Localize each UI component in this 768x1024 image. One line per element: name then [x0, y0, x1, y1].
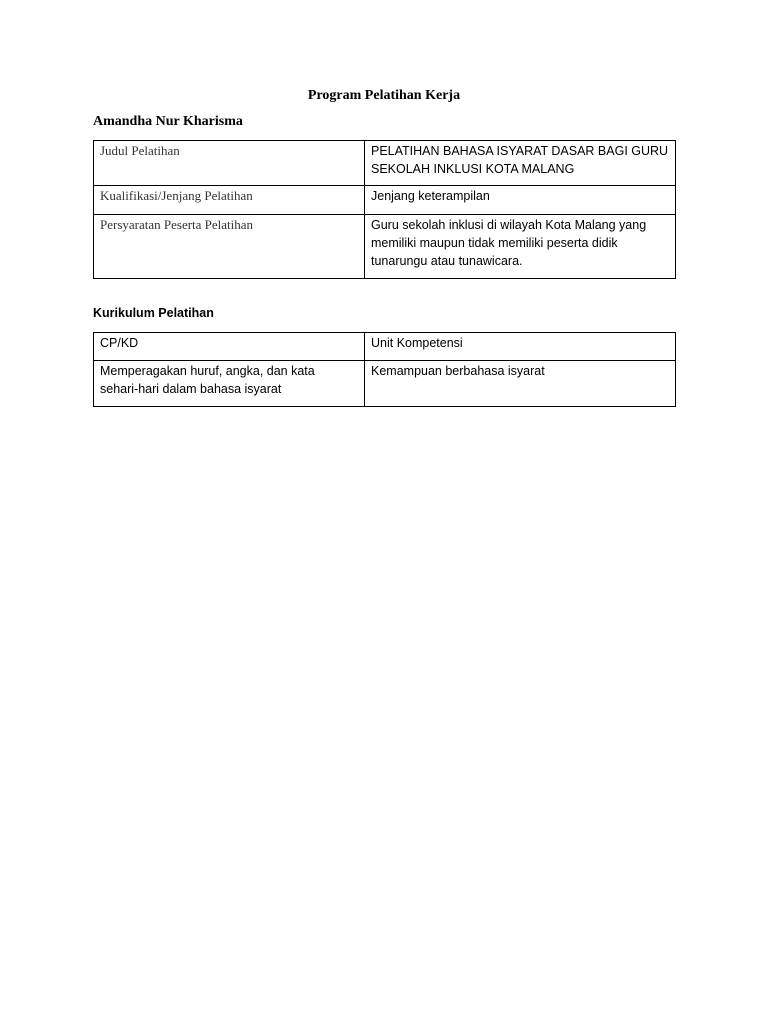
cell-cpkd [94, 361, 365, 407]
value-line: Jenjang keterampilan [371, 189, 490, 203]
table-row [94, 141, 676, 186]
header-unit-kompetensi: Unit Kompetensi [365, 333, 676, 361]
row-value-participant-requirements [365, 215, 676, 279]
table-row [94, 215, 676, 279]
row-label-qualification: Kualifikasi/Jenjang Pelatihan [94, 186, 365, 215]
table-header-row [94, 333, 676, 361]
table-row [94, 361, 676, 407]
header-cpkd: CP/KD [94, 333, 365, 361]
author-name: Amandha Nur Kharisma [93, 114, 243, 129]
document-title: Program Pelatihan Kerja [307, 88, 461, 103]
row-value-qualification [365, 186, 676, 215]
cell-line: Memperagakan huruf, angka, dan kata [100, 364, 315, 378]
cell-unit-kompetensi: Kemampuan berbahasa isyarat [365, 361, 676, 407]
curriculum-table [93, 332, 676, 407]
cell-line: sehari-hari dalam bahasa isyarat [100, 382, 282, 396]
value-line: SEKOLAH INKLUSI KOTA MALANG [371, 162, 575, 176]
row-label-participant-requirements: Persyaratan Peserta Pelatihan [94, 215, 365, 279]
table-row [94, 186, 676, 215]
value-line: PELATIHAN BAHASA ISYARAT DASAR BAGI GURU [371, 144, 669, 158]
training-info-table [93, 140, 676, 279]
value-line: memiliki maupun tidak memiliki peserta didik [371, 236, 618, 250]
row-value-training-title [365, 141, 676, 186]
value-line: Guru sekolah inklusi di wilayah Kota Malang yang [371, 218, 647, 232]
value-line: tunarungu atau tunawicara. [371, 254, 523, 268]
row-label-training-title: Judul Pelatihan [94, 141, 365, 186]
curriculum-section-title: Kurikulum Pelatihan [93, 306, 214, 320]
